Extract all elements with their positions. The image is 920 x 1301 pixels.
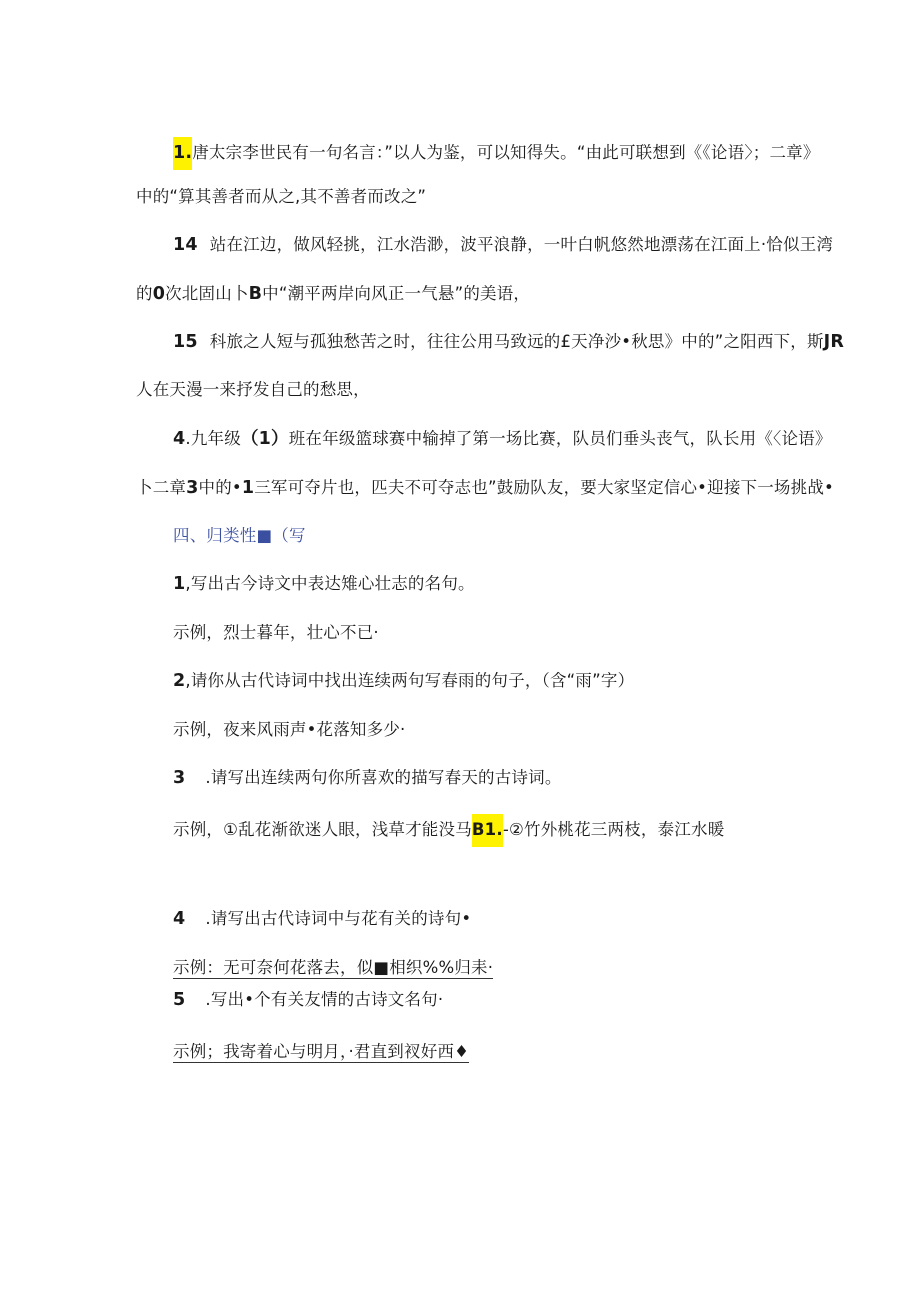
task-3-text: .请写出连续两句你所喜欢的描写春天的古诗词。 — [205, 768, 562, 787]
task-1-number: 1 — [173, 574, 186, 594]
task-2-text: ,请你从古代诗词中找出连续两句写春雨的句子，（含“雨”字） — [185, 671, 635, 690]
task-3-example-a: 示例，①乱花渐欲迷人眼，浅草才能没马 — [173, 820, 472, 839]
task-1-prompt — [173, 573, 475, 595]
item-4-line-2 — [136, 477, 834, 499]
item-15-number: 15 — [173, 332, 198, 352]
item-4-line2-bold-2: 1 — [241, 478, 255, 498]
task-3-example-b: -②竹外桃花三两枝，泰江水暖 — [502, 820, 725, 839]
item-1-line-1 — [173, 137, 820, 170]
item-4-number: 4 — [173, 429, 186, 449]
task-4-example — [173, 957, 493, 979]
item-4-text-a: .九年级 — [185, 429, 241, 448]
item-14-line-1 — [173, 234, 833, 256]
item-14-number: 14 — [173, 235, 198, 255]
item-14-bold-1: 0 — [152, 284, 166, 304]
task-5-prompt — [173, 989, 443, 1011]
task-3-number: 3 — [173, 768, 186, 788]
item-4-line2-bold-1: 3 — [186, 478, 199, 498]
item-14-bold-2: B — [248, 284, 263, 304]
item-14-rest: 中“潮平两岸向风正一气悬”的美语， — [262, 284, 531, 303]
item-4-text-b: 班在年级篮球赛中输掉了第一场比赛，队员们垂头丧气，队长用《〈论语》 — [288, 429, 832, 448]
item-4-line2-c: 三军可夺片也，匹夫不可夺志也”鼓励队友，要大家坚定信心•迎接下一场挑战• — [254, 478, 834, 497]
task-2-number: 2 — [173, 671, 186, 691]
item-1-line-2: 中的“算其善者而从之,其不善者而改之” — [136, 187, 427, 206]
task-1-example: 示例，烈士暮年，壮心不已· — [173, 623, 379, 642]
task-4-example-text: 示例：无可奈何花落去，似■相织%%归耒· — [173, 958, 494, 977]
task-4-text: .请写出古代诗词中与花有关的诗句• — [205, 909, 472, 928]
item-1-number: 1. — [173, 137, 192, 170]
item-15-bold: JR — [823, 332, 845, 352]
item-4-line2-b: 中的• — [198, 478, 242, 497]
item-14-text: 站在江边，做风轻挑，江水浩渺，波平浪静，一叶白帆悠然地漂荡在江面上·恰似王湾 — [209, 235, 834, 254]
item-15-line-2: 人在天漫一来抒发自己的愁思， — [136, 380, 370, 399]
task-4-prompt — [173, 908, 471, 930]
item-15-text: 科旅之人短与孤独愁苦之时，往往公用马致远的£天净沙•秋思》中的”之阳西下，斯 — [209, 332, 824, 351]
item-15-line-1 — [173, 331, 844, 353]
task-2-prompt — [173, 670, 634, 692]
task-5-example-text: 示例；我寄着心与明月，·君直到衩好西♦ — [173, 1042, 470, 1061]
task-5-example — [173, 1041, 469, 1063]
task-4-number: 4 — [173, 909, 186, 929]
task-2-example: 示例，夜来风雨声•花落知多少· — [173, 720, 406, 739]
task-3-prompt — [173, 767, 562, 789]
item-4-line2-a: 卜二章 — [136, 478, 187, 497]
item-14-prefix: 的 — [136, 284, 153, 303]
item-1-text: 唐太宗李世民有一句名言：”以人为鉴，可以知得失。“由此可联想到《《论语〉；二章》 — [192, 143, 820, 162]
section-title: 四、归类性■（写 — [173, 526, 306, 545]
task-5-number: 5 — [173, 990, 186, 1010]
task-3-highlight: B1. — [472, 814, 503, 847]
item-14-line-2 — [136, 283, 530, 305]
task-3-example — [173, 814, 724, 847]
task-1-text: ,写出古今诗文中表达雉心壮志的名句。 — [185, 574, 475, 593]
item-4-bold: （1） — [240, 429, 289, 449]
item-14-mid: 次北固山卜 — [165, 284, 249, 303]
task-5-text: .写出•个有关友情的古诗文名句· — [205, 990, 444, 1009]
item-4-line-1 — [173, 428, 832, 450]
